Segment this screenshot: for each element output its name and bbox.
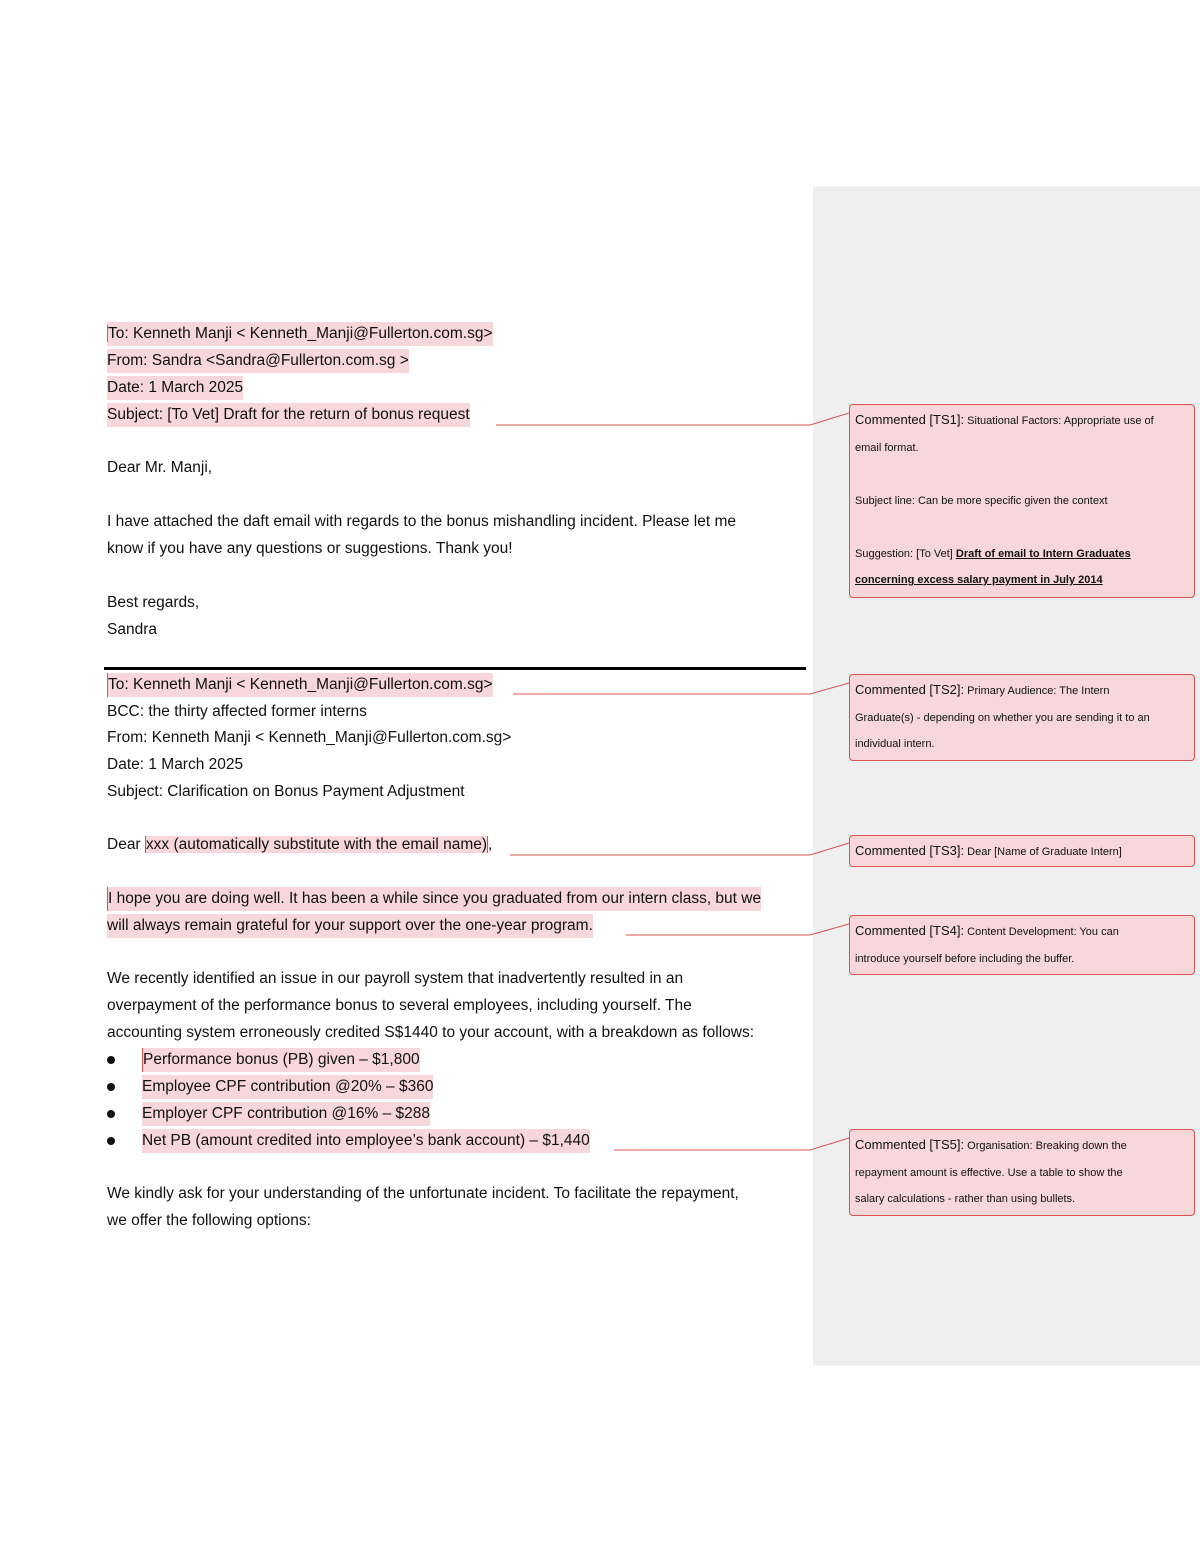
email1-body-line1: I have attached the daft email with regards to the bonus mishandling incident. Please let me (107, 513, 736, 530)
comment-text: Subject line: Can be more specific given the context (855, 494, 1108, 507)
salutation-prefix: Dear (107, 836, 145, 853)
email2-intro-line2: will always remain grateful for your support over the one-year program. (107, 914, 593, 938)
comment-tag: Commented [TS2]: (855, 682, 965, 697)
comment-ts3[interactable] (849, 835, 1195, 867)
comment-suggestion: Draft of email to Intern Graduates (955, 547, 1131, 560)
email1-subject-line: Subject: [To Vet] Draft for the return of bonus request (107, 403, 470, 427)
email2-to-line: To: Kenneth Manji < Kenneth_Manji@Fullerton.com.sg> (107, 673, 493, 697)
connector-ts4 (626, 924, 849, 935)
comment-text (855, 461, 1188, 488)
email2-date-line: Date: 1 March 2025 (107, 756, 244, 773)
email2-intro-line1: I hope you are doing well. It has been a while since you graduated from our intern class, but we (107, 887, 761, 911)
list-item: Employer CPF contribution @16% – $288 (142, 1102, 430, 1126)
email1-salutation: Dear Mr. Manji, (107, 459, 213, 476)
email1-closing: Best regards, (107, 594, 200, 611)
email1-from-line: From: Sandra <Sandra@Fullerton.com.sg > (107, 349, 409, 373)
connector-ts2 (513, 683, 849, 694)
salutation-suffix: , (488, 836, 493, 853)
comment-text (855, 514, 1188, 541)
email2-bcc-line: BCC: the thirty affected former interns (107, 703, 367, 720)
connector-ts3 (510, 843, 849, 855)
comment-tag: Commented [TS3]: (855, 843, 965, 858)
email2-issue-line1: We recently identified an issue in our payroll system that inadvertently resulted in an (107, 970, 684, 987)
email2-salutation (107, 833, 492, 857)
email2-subject-line: Subject: Clarification on Bonus Payment Adjustment (107, 783, 465, 800)
comment-tag: Commented [TS4]: (855, 923, 965, 938)
comment-text: introduce yourself before including the buffer. (855, 952, 1075, 965)
list-item: Net PB (amount credited into employee’s bank account) – $1,440 (142, 1129, 590, 1153)
divider-rule (104, 667, 806, 670)
email2-from-line: From: Kenneth Manji < Kenneth_Manji@Fullerton.com.sg> (107, 729, 512, 746)
comment-tag: Commented [TS1]: (855, 412, 965, 427)
email2-closing-line1: We kindly ask for your understanding of the unfortunate incident. To facilitate the repayment, (107, 1185, 739, 1202)
email1-date-line: Date: 1 March 2025 (107, 376, 243, 400)
comment-text: Primary Audience: The Intern (967, 685, 1110, 697)
comment-tag: Commented [TS5]: (855, 1137, 965, 1152)
bullet-dot (107, 1137, 115, 1145)
connector-ts5 (614, 1138, 849, 1150)
email2-closing-line2: we offer the following options: (107, 1212, 311, 1229)
bullet-dot (107, 1110, 115, 1118)
comment-ts4[interactable] (849, 915, 1195, 975)
connector-ts1 (496, 413, 849, 425)
comment-text: Graduate(s) - depending on whether you are sending it to an (855, 711, 1150, 724)
email2-issue-line2: overpayment of the performance bonus to several employees, including yourself. The (107, 997, 692, 1014)
comment-text: repayment amount is effective. Use a table to show the (855, 1166, 1123, 1179)
email1-signature: Sandra (107, 621, 157, 638)
list-item: Performance bonus (PB) given – $1,800 (142, 1048, 420, 1072)
bullet-dot (107, 1083, 115, 1091)
salutation-placeholder: xxx (automatically substitute with the email name) (145, 836, 488, 853)
comment-ts1[interactable] (849, 404, 1195, 598)
email1-body-line2: know if you have any questions or suggestions. Thank you! (107, 540, 513, 557)
comment-text: email format. (855, 441, 919, 454)
comment-text: salary calculations - rather than using bullets. (855, 1193, 1076, 1205)
comment-text: Suggestion: [To Vet] (855, 547, 956, 560)
comment-text: Organisation: Breaking down the (967, 1140, 1127, 1152)
comment-ts5[interactable] (849, 1129, 1195, 1216)
email2-issue-line3: accounting system erroneously credited S$1440 to your account, with a breakdown as follows: (107, 1024, 755, 1041)
bullet-dot (107, 1056, 115, 1064)
comment-text: individual intern. (855, 738, 935, 750)
comment-text: Dear [Name of Graduate Intern] (967, 846, 1122, 858)
comment-text: Situational Factors: Appropriate use of (967, 415, 1154, 427)
email1-to-line: To: Kenneth Manji < Kenneth_Manji@Fullerton.com.sg> (107, 322, 493, 346)
comment-ts2[interactable] (849, 674, 1195, 761)
comment-suggestion: concerning excess salary payment in July 2014 (855, 574, 1103, 586)
list-item: Employee CPF contribution @20% – $360 (142, 1075, 433, 1099)
comment-text: Content Development: You can (967, 926, 1119, 938)
